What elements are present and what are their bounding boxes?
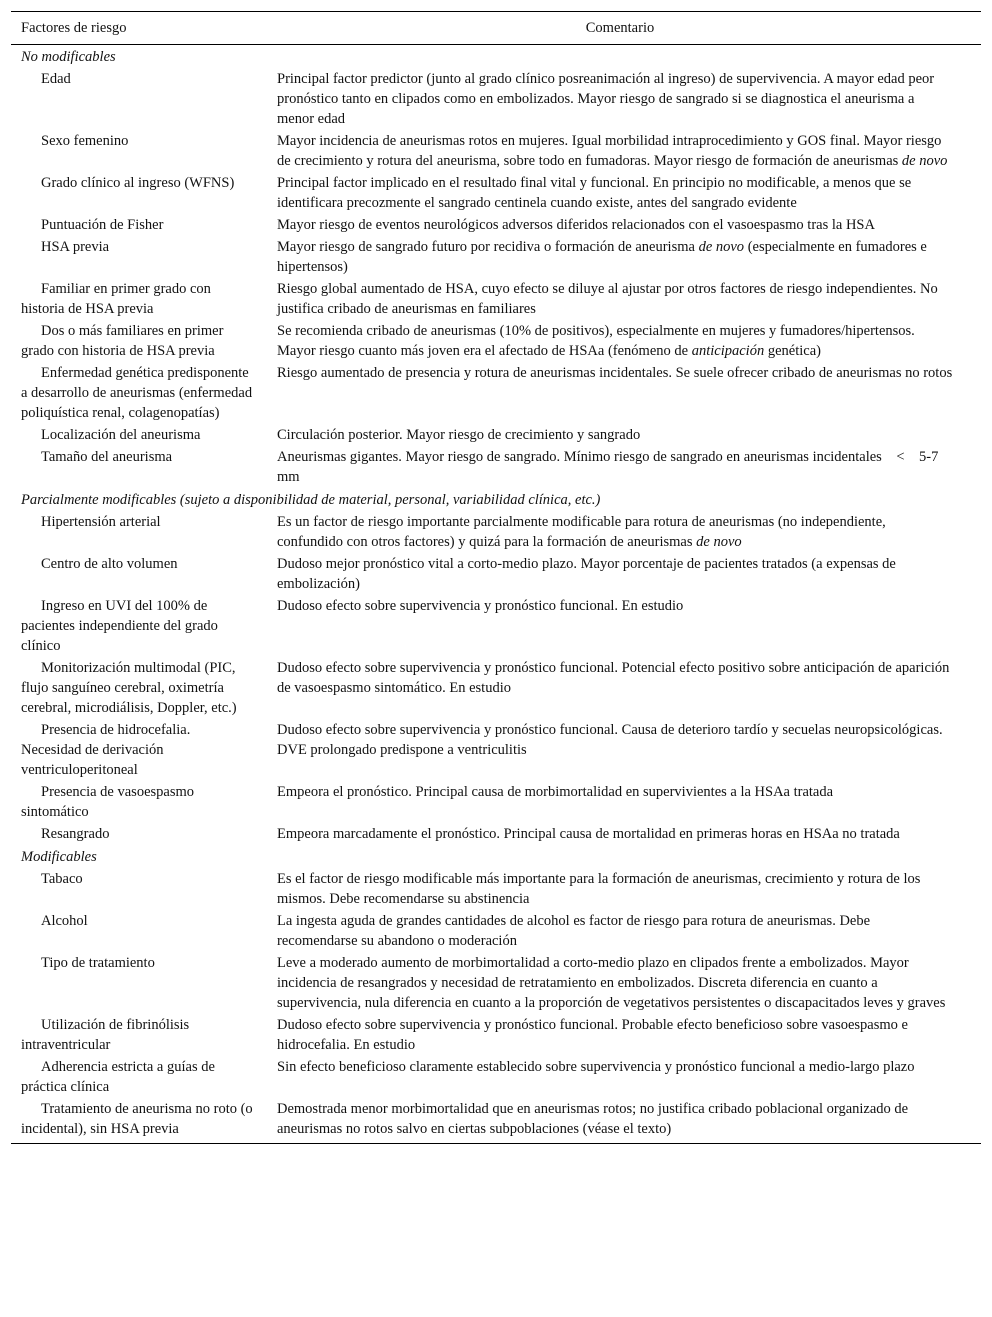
- header-comment: Comentario: [585, 20, 655, 36]
- factor-cell: Resangrado: [41, 826, 110, 842]
- factor-cell: Adherencia estricta a guías de práctica clínica: [21, 1059, 215, 1095]
- comment-cell: [267, 511, 981, 553]
- table-body: [11, 45, 981, 1144]
- factor-cell: Presencia de hidrocefalia. Necesidad de derivación ventriculoperitoneal: [21, 722, 191, 778]
- comment-italic-text: de novo: [696, 534, 742, 550]
- table-row: [11, 657, 981, 719]
- factor-cell: Tratamiento de aneurisma no roto (o incidental), sin HSA previa: [21, 1101, 253, 1137]
- table-row: [11, 910, 981, 952]
- table-row: [11, 424, 981, 446]
- table-row: [11, 214, 981, 236]
- comment-cell: Aneurismas gigantes. Mayor riesgo de sangrado. Mínimo riesgo de sangrado en aneurismas incidentales < 5-7 mm: [277, 449, 953, 485]
- comment-cell: [267, 320, 981, 362]
- comment-cell: Dudoso efecto sobre supervivencia y pronóstico funcional. En estudio: [277, 598, 684, 614]
- table-row: [11, 236, 981, 278]
- factor-cell: Utilización de fibrinólisis intraventricular: [21, 1017, 190, 1053]
- table-row: [11, 595, 981, 657]
- comment-cell: Es el factor de riesgo modificable más importante para la formación de aneurismas, crecimiento y rotura de los mismos. Debe recomendarse su abstinencia: [277, 871, 921, 907]
- comment-cell: Leve a moderado aumento de morbimortalidad a corto-medio plazo en clipados frente a embolizados. Mayor incidencia de resangrados y necesidad de retratamiento en embolizados. Discreta diferencia en cuanto a supervivencia, nula diferencia en cuanto a la proporción de vegetativos persistentes o discapacitados leves y graves: [277, 955, 946, 1011]
- comment-text: Se recomienda cribado de aneurismas (10% de positivos), especialmente en mujeres y fumadores/hipertensos. Mayor riesgo cuanto más joven era el afectado de HSAa (fenómeno de: [277, 323, 915, 359]
- comment-cell: Mayor riesgo de eventos neurológicos adversos diferidos relacionados con el vasoespasmo tras la HSA: [277, 217, 875, 233]
- table-row: [11, 446, 981, 488]
- table-row: [11, 278, 981, 320]
- table-row: [11, 823, 981, 845]
- comment-text: Mayor incidencia de aneurismas rotos en mujeres. Igual morbilidad intraprocedimiento y GOS final. Mayor riesgo de crecimiento y rotura del aneurisma, sobre todo en fumadoras. Mayor riesgo de formación de aneurismas: [277, 133, 942, 169]
- table-row: [11, 320, 981, 362]
- comment-italic-text: anticipación: [691, 343, 765, 359]
- table-row: [11, 172, 981, 214]
- factor-cell: Presencia de vasoespasmo sintomático: [21, 784, 195, 820]
- factor-cell: Alcohol: [41, 913, 88, 929]
- table-row: [11, 1098, 981, 1144]
- section-row: [11, 845, 981, 868]
- table-row: [11, 781, 981, 823]
- factor-cell: Ingreso en UVI del 100% de pacientes independiente del grado clínico: [21, 598, 218, 654]
- comment-text: Mayor riesgo de sangrado futuro por recidiva o formación de aneurisma: [277, 239, 699, 255]
- section-title: Parcialmente modificables (sujeto a disponibilidad de material, personal, variabilidad clínica, etc.): [21, 492, 601, 508]
- comment-italic-text: de novo: [698, 239, 745, 255]
- table-row: [11, 362, 981, 424]
- table-row: [11, 553, 981, 595]
- comment-text: Es un factor de riesgo importante parcialmente modificable para rotura de aneurismas (no independiente, confundido con otros factores) y quizá para la formación de aneurismas: [277, 514, 886, 550]
- header-row: [11, 12, 981, 45]
- factor-cell: Tabaco: [41, 871, 83, 887]
- comment-cell: Empeora marcadamente el pronóstico. Principal causa de mortalidad en primeras horas en HSAa no tratada: [277, 826, 900, 842]
- section-title: Modificables: [21, 849, 97, 865]
- comment-cell: Principal factor predictor (junto al grado clínico posreanimación al ingreso) de supervivencia. A mayor edad peor pronóstico tanto en clipados como en embolizados. Mayor riesgo de sangrado si se diagnostica el aneurisma a menor edad: [277, 71, 935, 127]
- factor-cell: Puntuación de Fisher: [41, 217, 164, 233]
- table-row: [11, 868, 981, 910]
- table-row: [11, 68, 981, 130]
- comment-cell: Dudoso efecto sobre supervivencia y pronóstico funcional. Potencial efecto positivo sobre anticipación de aparición de vasoespasmo sintomático. En estudio: [277, 660, 950, 696]
- table-row: [11, 1056, 981, 1098]
- comment-cell: Principal factor implicado en el resultado final vital y funcional. En principio no modificable, a menos que se identificara precozmente el sangrado centinela cuando existe, antes del sangrado evidente: [277, 175, 912, 211]
- factor-cell: Sexo femenino: [41, 133, 129, 149]
- comment-cell: Demostrada menor morbimortalidad que en aneurismas rotos; no justifica cribado poblacional organizado de aneurismas no rotos salvo en ciertas subpoblaciones (véase el texto): [277, 1101, 909, 1137]
- table-row: [11, 511, 981, 553]
- risk-factors-table-container: [11, 11, 981, 1144]
- table-row: [11, 719, 981, 781]
- comment-text: genética): [764, 343, 821, 359]
- factor-cell: HSA previa: [41, 239, 110, 255]
- comment-cell: Dudoso efecto sobre supervivencia y pronóstico funcional. Causa de deterioro tardío y secuelas neuropsicológicas. DVE prolongado predispone a ventriculitis: [277, 722, 943, 758]
- factor-cell: Centro de alto volumen: [41, 556, 178, 572]
- comment-cell: Riesgo global aumentado de HSA, cuyo efecto se diluye al ajustar por otros factores de riesgo independientes. No justifica cribado de aneurismas en familiares: [277, 281, 938, 317]
- comment-cell: Dudoso efecto sobre supervivencia y pronóstico funcional. Probable efecto beneficioso sobre vasoespasmo e hidrocefalia. En estudio: [277, 1017, 908, 1053]
- comment-cell: Dudoso mejor pronóstico vital a corto-medio plazo. Mayor porcentaje de pacientes tratados (a expensas de embolización): [277, 556, 896, 592]
- factor-cell: Monitorización multimodal (PIC, flujo sanguíneo cerebral, oximetría cerebral, microdiálisis, Doppler, etc.): [21, 660, 237, 716]
- factor-cell: Grado clínico al ingreso (WFNS): [41, 175, 235, 191]
- table-row: [11, 952, 981, 1014]
- factor-cell: Edad: [41, 71, 71, 87]
- section-title: No modificables: [21, 49, 116, 65]
- comment-cell: La ingesta aguda de grandes cantidades de alcohol es factor de riesgo para rotura de aneurismas. Debe recomendarse su abandono o moderación: [277, 913, 871, 949]
- factor-cell: Tipo de tratamiento: [41, 955, 155, 971]
- comment-cell: Circulación posterior. Mayor riesgo de crecimiento y sangrado: [277, 427, 641, 443]
- factor-cell: Enfermedad genética predisponente a desarrollo de aneurismas (enfermedad poliquística renal, colagenopatías): [21, 365, 253, 421]
- comment-cell: Riesgo aumentado de presencia y rotura de aneurismas incidentales. Se suele ofrecer cribado de aneurismas no rotos: [277, 365, 953, 381]
- comment-cell: [267, 130, 981, 172]
- factor-cell: Familiar en primer grado con historia de HSA previa: [21, 281, 211, 317]
- factor-cell: Localización del aneurisma: [41, 427, 201, 443]
- header-factor: Factores de riesgo: [21, 20, 127, 36]
- factor-cell: Hipertensión arterial: [41, 514, 161, 530]
- table-row: [11, 1014, 981, 1056]
- comment-italic-text: de novo: [901, 153, 948, 169]
- risk-factors-table: [11, 11, 981, 1144]
- table-row: [11, 130, 981, 172]
- comment-text: (especialmente en fumadores e hipertensos): [277, 239, 927, 275]
- comment-cell: Sin efecto beneficioso claramente establecido sobre supervivencia y pronóstico funcional a medio-largo plazo: [277, 1059, 915, 1075]
- comment-cell: [267, 236, 981, 278]
- factor-cell: Tamaño del aneurisma: [41, 449, 173, 465]
- table-header: [11, 12, 981, 45]
- factor-cell: Dos o más familiares en primer grado con historia de HSA previa: [21, 323, 224, 359]
- comment-cell: Empeora el pronóstico. Principal causa de morbimortalidad en supervivientes a la HSAa tratada: [277, 784, 834, 800]
- section-row: [11, 45, 981, 69]
- section-row: [11, 488, 981, 511]
